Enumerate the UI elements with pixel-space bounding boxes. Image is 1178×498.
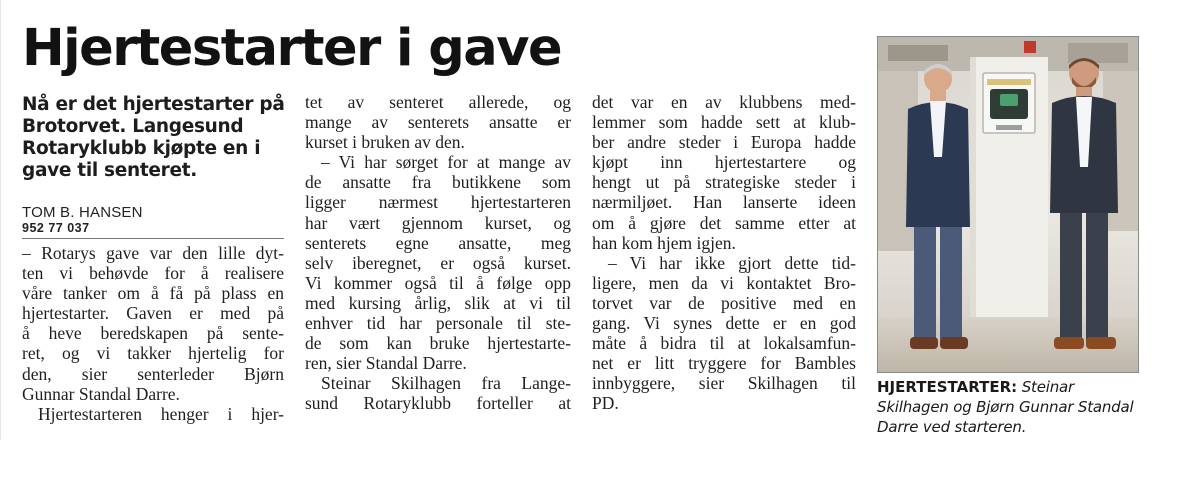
- body-line: hengt ut på strategiske steder i: [592, 172, 856, 193]
- body-line: Hjertestarteren henger i hjer-: [38, 403, 284, 424]
- body-line: kjøpt inn hjertestartere og: [592, 152, 856, 173]
- byline-phone: 952 77 037: [22, 221, 90, 235]
- body-line: – Vi har sørget for at mange av: [321, 152, 571, 173]
- body-line: sund Rotaryklubb forteller at: [305, 393, 571, 414]
- body-line: nærmiljøet. Han lanserte ideen: [592, 192, 856, 213]
- body-line: ligere, men da vi kontaktet Bro-: [592, 272, 856, 293]
- body-line: om å gjøre det samme etter at: [592, 212, 856, 233]
- body-line: kurset i bruken av den.: [305, 132, 465, 153]
- body-line: Gunnar Standal Darre.: [22, 383, 180, 404]
- body-line: han kom hjem igjen.: [592, 232, 736, 253]
- body-line: ligger nærmest hjertestarteren: [305, 192, 571, 213]
- body-line: tet av senteret allerede, og: [305, 92, 571, 112]
- body-line: PD.: [592, 393, 619, 414]
- body-line: Steinar Skilhagen fra Lange-: [321, 373, 571, 394]
- body-line: måte å bidra til at lokalsamfun-: [592, 333, 856, 354]
- body-line: Vi kommer også til å følge opp: [305, 272, 571, 293]
- body-line: har vært gjennom kurset, og: [305, 212, 571, 233]
- article-photo: [877, 36, 1139, 373]
- body-line: ten vi behøvde for å realisere: [22, 263, 284, 284]
- body-line: selv iberegnet, er også kurset.: [305, 252, 571, 273]
- body-column-2: [305, 92, 571, 414]
- body-line: det var en av klubbens med-: [592, 92, 856, 112]
- body-line: våre tanker om å få på plass en: [22, 283, 284, 304]
- body-line: net er litt tryggere for Bambles: [592, 353, 856, 374]
- body-line: – Vi har ikke gjort dette tid-: [608, 252, 856, 273]
- body-line: den, sier senterleder Bjørn: [22, 363, 284, 384]
- body-line: ret, og vi takker hjertelig for: [22, 343, 284, 364]
- body-line: – Rotarys gave var den lille dyt-: [22, 243, 284, 263]
- body-line: lemmer som hadde sett at klub-: [592, 112, 856, 133]
- lede: Nå er det hjertestarter på Brotorvet. Langesund Rotaryklubb kjøpte en i gave til senteret.: [22, 94, 285, 181]
- byline: [22, 204, 284, 235]
- body-column-1: [22, 243, 284, 424]
- body-line: de som kan bruke hjertestarte-: [305, 333, 571, 354]
- headline: Hjertestarter i gave: [22, 19, 562, 78]
- body-line: ber andre steder i Europa hadde: [592, 132, 856, 153]
- page-edge: [0, 0, 1, 440]
- body-line: å heve beredskapen på sente-: [22, 323, 284, 344]
- body-line: innbyggere, sier Skilhagen til: [592, 373, 856, 394]
- body-line: mange av senterets ansatte er: [305, 112, 571, 133]
- caption-label: HJERTESTARTER:: [877, 378, 1018, 396]
- caption-text: Steinar Skilhagen og Bjørn Gunnar Standal Darre ved starteren.: [877, 378, 1134, 436]
- body-column-3: [592, 92, 856, 414]
- body-line: med kursing årlig, slik at vi til: [305, 292, 571, 313]
- body-line: enhver tid har personale til ste-: [305, 313, 571, 334]
- byline-divider: [22, 238, 284, 239]
- body-line: hjertestarter. Gaven er med på: [22, 303, 284, 324]
- photo-illustration: [878, 37, 1138, 372]
- body-line: ren, sier Standal Darre.: [305, 353, 467, 374]
- byline-author: TOM B. HANSEN: [22, 204, 143, 221]
- photo-caption: [877, 377, 1147, 437]
- body-line: torvet var de positive med en: [592, 292, 856, 313]
- body-line: de ansatte fra butikkene som: [305, 172, 571, 193]
- body-line: senterets egne ansatte, meg: [305, 232, 571, 253]
- body-line: gang. Vi synes dette er en god: [592, 313, 856, 334]
